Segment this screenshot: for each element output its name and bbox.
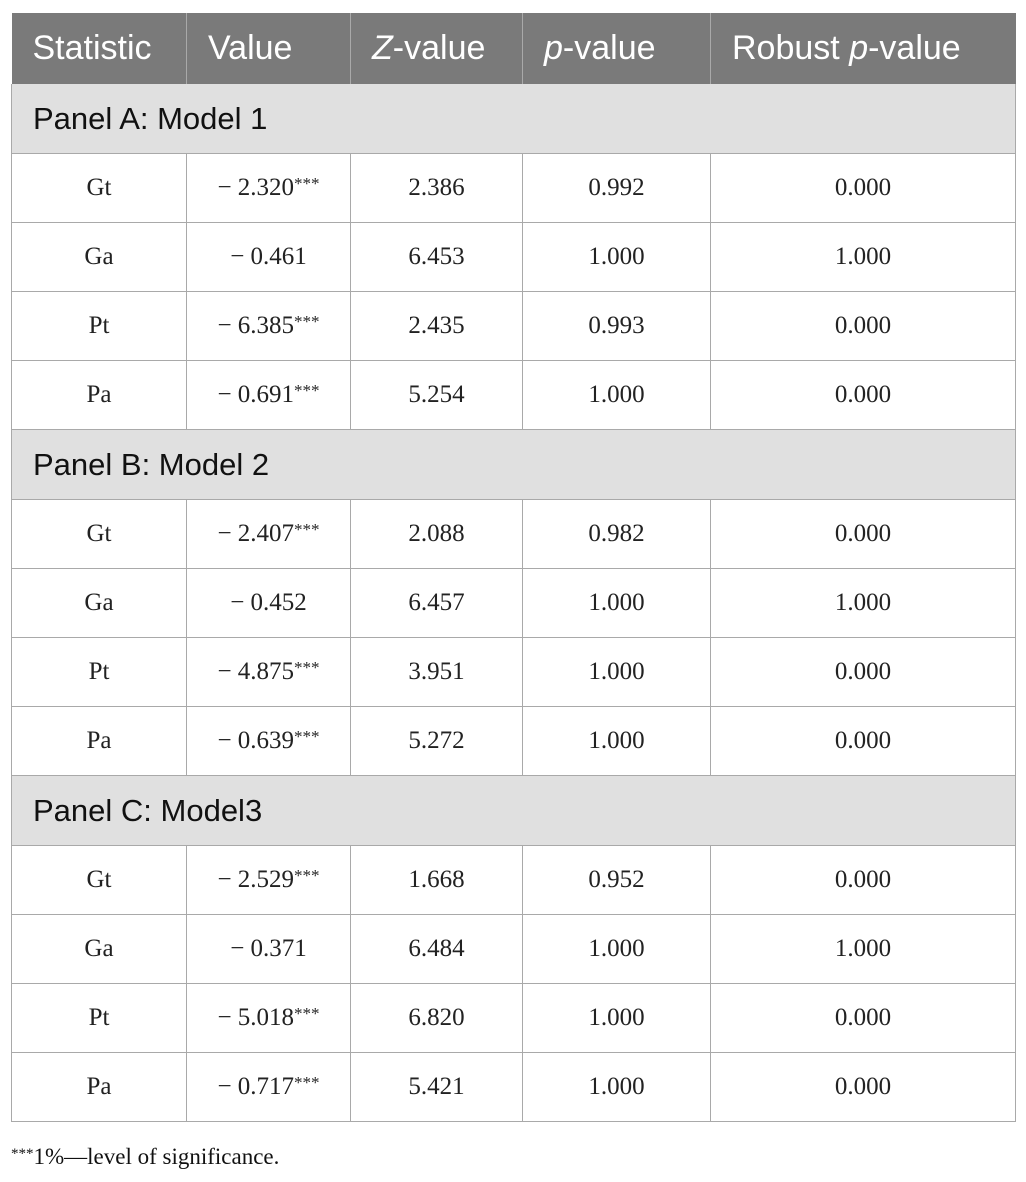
- cell-statistic: [12, 707, 187, 776]
- cell-z-value: [351, 1053, 523, 1122]
- header-value-text: Value: [208, 29, 293, 67]
- panel-header-row: [12, 776, 1016, 846]
- cell-statistic-text: Gt: [86, 866, 112, 893]
- results-table-container: [11, 13, 1015, 1122]
- cell-p-value-text: 1.000: [588, 1004, 645, 1031]
- cell-statistic-text: Ga: [84, 243, 114, 270]
- cell-value: [187, 154, 351, 223]
- cell-p-value: [523, 569, 711, 638]
- cell-statistic-text: Pt: [88, 658, 110, 685]
- table-row: [12, 569, 1016, 638]
- header-robust-suffix: -value: [868, 29, 961, 67]
- cell-robust-p-value: [711, 915, 1016, 984]
- cell-statistic-text: Pa: [86, 727, 112, 754]
- cell-p-value-text: 0.952: [588, 866, 645, 893]
- cell-value-text: − 2.320: [217, 174, 295, 201]
- cell-value: [187, 361, 351, 430]
- cell-robust-p-value-text: 0.000: [834, 866, 892, 893]
- cell-p-value: [523, 1053, 711, 1122]
- cell-value-text: − 0.639: [217, 727, 295, 754]
- cell-z-value: [351, 984, 523, 1053]
- panel-title: Panel B: Model 2: [12, 430, 1016, 500]
- table-row: [12, 984, 1016, 1053]
- table-row: [12, 500, 1016, 569]
- cell-value: [187, 915, 351, 984]
- header-z-value: [351, 13, 523, 84]
- cell-value-text: − 6.385: [217, 312, 295, 339]
- cell-value: [187, 984, 351, 1053]
- cell-p-value-text: 1.000: [588, 381, 645, 408]
- cell-p-value: [523, 915, 711, 984]
- cell-statistic-text: Gt: [86, 174, 112, 201]
- cell-robust-p-value: [711, 292, 1016, 361]
- cell-p-value-text: 0.993: [588, 312, 645, 339]
- footnote-stars: ***: [11, 1146, 34, 1162]
- cell-statistic-text: Pt: [88, 312, 110, 339]
- cell-z-value-text: 6.820: [408, 1004, 465, 1031]
- cell-robust-p-value-text: 0.000: [834, 381, 892, 408]
- cell-z-value-text: 1.668: [408, 866, 465, 893]
- cell-value-text: − 4.875: [217, 658, 295, 685]
- cell-robust-p-value: [711, 1053, 1016, 1122]
- cell-p-value-text: 1.000: [588, 935, 645, 962]
- cell-statistic: [12, 292, 187, 361]
- header-statistic: [12, 13, 187, 84]
- cell-p-value: [523, 707, 711, 776]
- cell-statistic-text: Pa: [86, 1073, 112, 1100]
- footnote: [11, 1144, 279, 1170]
- significance-stars: ***: [294, 658, 320, 677]
- cell-value-text: − 5.018: [217, 1004, 295, 1031]
- cell-value-text: − 0.452: [230, 589, 307, 616]
- cell-z-value-text: 6.457: [408, 589, 465, 616]
- significance-stars: ***: [294, 1073, 320, 1092]
- cell-value: [187, 638, 351, 707]
- cell-value-text: − 2.529: [217, 866, 295, 893]
- cell-statistic: [12, 1053, 187, 1122]
- cell-p-value-text: 1.000: [588, 1073, 645, 1100]
- panel-title: Panel A: Model 1: [12, 84, 1016, 154]
- cell-z-value-text: 5.421: [408, 1073, 465, 1100]
- cell-z-value: [351, 707, 523, 776]
- cell-statistic: [12, 984, 187, 1053]
- header-statistic-text: Statistic: [32, 29, 152, 67]
- table-row: [12, 846, 1016, 915]
- header-p-value: [523, 13, 711, 84]
- cell-value: [187, 1053, 351, 1122]
- cell-z-value-text: 2.435: [408, 312, 465, 339]
- cell-statistic: [12, 846, 187, 915]
- cointegration-results-table: [11, 13, 1016, 1122]
- significance-stars: ***: [294, 312, 320, 331]
- cell-p-value: [523, 846, 711, 915]
- cell-p-value-text: 1.000: [588, 727, 645, 754]
- cell-p-value: [523, 292, 711, 361]
- cell-p-value: [523, 154, 711, 223]
- header-p-italic: p: [544, 29, 563, 67]
- cell-statistic-text: Ga: [84, 935, 114, 962]
- cell-statistic: [12, 361, 187, 430]
- cell-z-value: [351, 638, 523, 707]
- significance-stars: ***: [294, 174, 320, 193]
- significance-stars: ***: [294, 727, 320, 746]
- cell-statistic: [12, 154, 187, 223]
- cell-robust-p-value-text: 0.000: [834, 658, 892, 685]
- cell-z-value-text: 5.272: [408, 727, 465, 754]
- cell-p-value: [523, 361, 711, 430]
- cell-z-value: [351, 154, 523, 223]
- cell-robust-p-value: [711, 223, 1016, 292]
- cell-robust-p-value-text: 0.000: [834, 520, 892, 547]
- cell-statistic-text: Ga: [84, 589, 114, 616]
- cell-z-value-text: 6.484: [408, 935, 465, 962]
- cell-p-value-text: 0.992: [588, 174, 645, 201]
- cell-value: [187, 223, 351, 292]
- cell-robust-p-value: [711, 638, 1016, 707]
- panel-title: Panel C: Model3: [12, 776, 1016, 846]
- header-value: [187, 13, 351, 84]
- cell-robust-p-value-text: 0.000: [834, 1073, 892, 1100]
- table-row: [12, 1053, 1016, 1122]
- cell-z-value: [351, 223, 523, 292]
- panel-header-row: [12, 430, 1016, 500]
- cell-z-value-text: 2.386: [408, 174, 465, 201]
- cell-z-value-text: 5.254: [408, 381, 465, 408]
- significance-stars: ***: [294, 520, 320, 539]
- cell-z-value-text: 3.951: [408, 658, 465, 685]
- cell-p-value: [523, 984, 711, 1053]
- significance-stars: ***: [294, 866, 320, 885]
- cell-value: [187, 707, 351, 776]
- cell-z-value-text: 6.453: [408, 243, 465, 270]
- table-row: [12, 154, 1016, 223]
- cell-robust-p-value: [711, 707, 1016, 776]
- cell-p-value-text: 1.000: [588, 243, 645, 270]
- cell-robust-p-value-text: 1.000: [834, 935, 892, 962]
- cell-value: [187, 569, 351, 638]
- cell-robust-p-value: [711, 154, 1016, 223]
- cell-robust-p-value-text: 0.000: [834, 312, 892, 339]
- cell-p-value: [523, 223, 711, 292]
- header-p-suffix: -value: [562, 29, 656, 67]
- cell-z-value: [351, 915, 523, 984]
- cell-p-value-text: 1.000: [588, 658, 645, 685]
- cell-statistic: [12, 915, 187, 984]
- cell-robust-p-value: [711, 846, 1016, 915]
- cell-value-text: − 0.691: [217, 381, 295, 408]
- header-z-italic: Z: [372, 29, 393, 67]
- cell-robust-p-value-text: 0.000: [834, 1004, 892, 1031]
- table-row: [12, 361, 1016, 430]
- cell-value-text: − 0.371: [230, 935, 307, 962]
- significance-stars: ***: [294, 1004, 320, 1023]
- cell-statistic: [12, 500, 187, 569]
- cell-z-value: [351, 292, 523, 361]
- header-robust-p-value: [711, 13, 1016, 84]
- cell-statistic: [12, 569, 187, 638]
- cell-value-text: − 0.461: [230, 243, 307, 270]
- cell-z-value: [351, 500, 523, 569]
- cell-p-value: [523, 638, 711, 707]
- footnote-text: 1%—level of significance.: [33, 1144, 280, 1169]
- table-row: [12, 915, 1016, 984]
- cell-robust-p-value: [711, 361, 1016, 430]
- cell-p-value-text: 0.982: [588, 520, 645, 547]
- cell-statistic: [12, 638, 187, 707]
- cell-statistic: [12, 223, 187, 292]
- panel-header-row: [12, 84, 1016, 154]
- cell-robust-p-value: [711, 984, 1016, 1053]
- cell-p-value: [523, 500, 711, 569]
- header-robust-prefix: Robust: [732, 29, 850, 67]
- cell-value: [187, 500, 351, 569]
- cell-statistic-text: Gt: [86, 520, 112, 547]
- cell-z-value-text: 2.088: [408, 520, 465, 547]
- cell-value: [187, 292, 351, 361]
- cell-robust-p-value-text: 0.000: [834, 727, 892, 754]
- cell-robust-p-value-text: 1.000: [834, 589, 892, 616]
- cell-robust-p-value: [711, 569, 1016, 638]
- table-row: [12, 223, 1016, 292]
- cell-statistic-text: Pa: [86, 381, 112, 408]
- table-body: [12, 84, 1016, 1122]
- table-header: [12, 13, 1016, 84]
- cell-value-text: − 0.717: [217, 1073, 295, 1100]
- cell-robust-p-value-text: 1.000: [834, 243, 892, 270]
- cell-statistic-text: Pt: [88, 1004, 110, 1031]
- significance-stars: ***: [294, 381, 320, 400]
- cell-value-text: − 2.407: [217, 520, 295, 547]
- cell-z-value: [351, 361, 523, 430]
- table-row: [12, 292, 1016, 361]
- cell-value: [187, 846, 351, 915]
- cell-robust-p-value-text: 0.000: [834, 174, 892, 201]
- cell-z-value: [351, 569, 523, 638]
- table-row: [12, 638, 1016, 707]
- header-robust-italic: p: [849, 29, 869, 67]
- cell-p-value-text: 1.000: [588, 589, 645, 616]
- header-row: [12, 13, 1016, 84]
- header-z-suffix: -value: [392, 29, 486, 67]
- cell-z-value: [351, 846, 523, 915]
- table-row: [12, 707, 1016, 776]
- cell-robust-p-value: [711, 500, 1016, 569]
